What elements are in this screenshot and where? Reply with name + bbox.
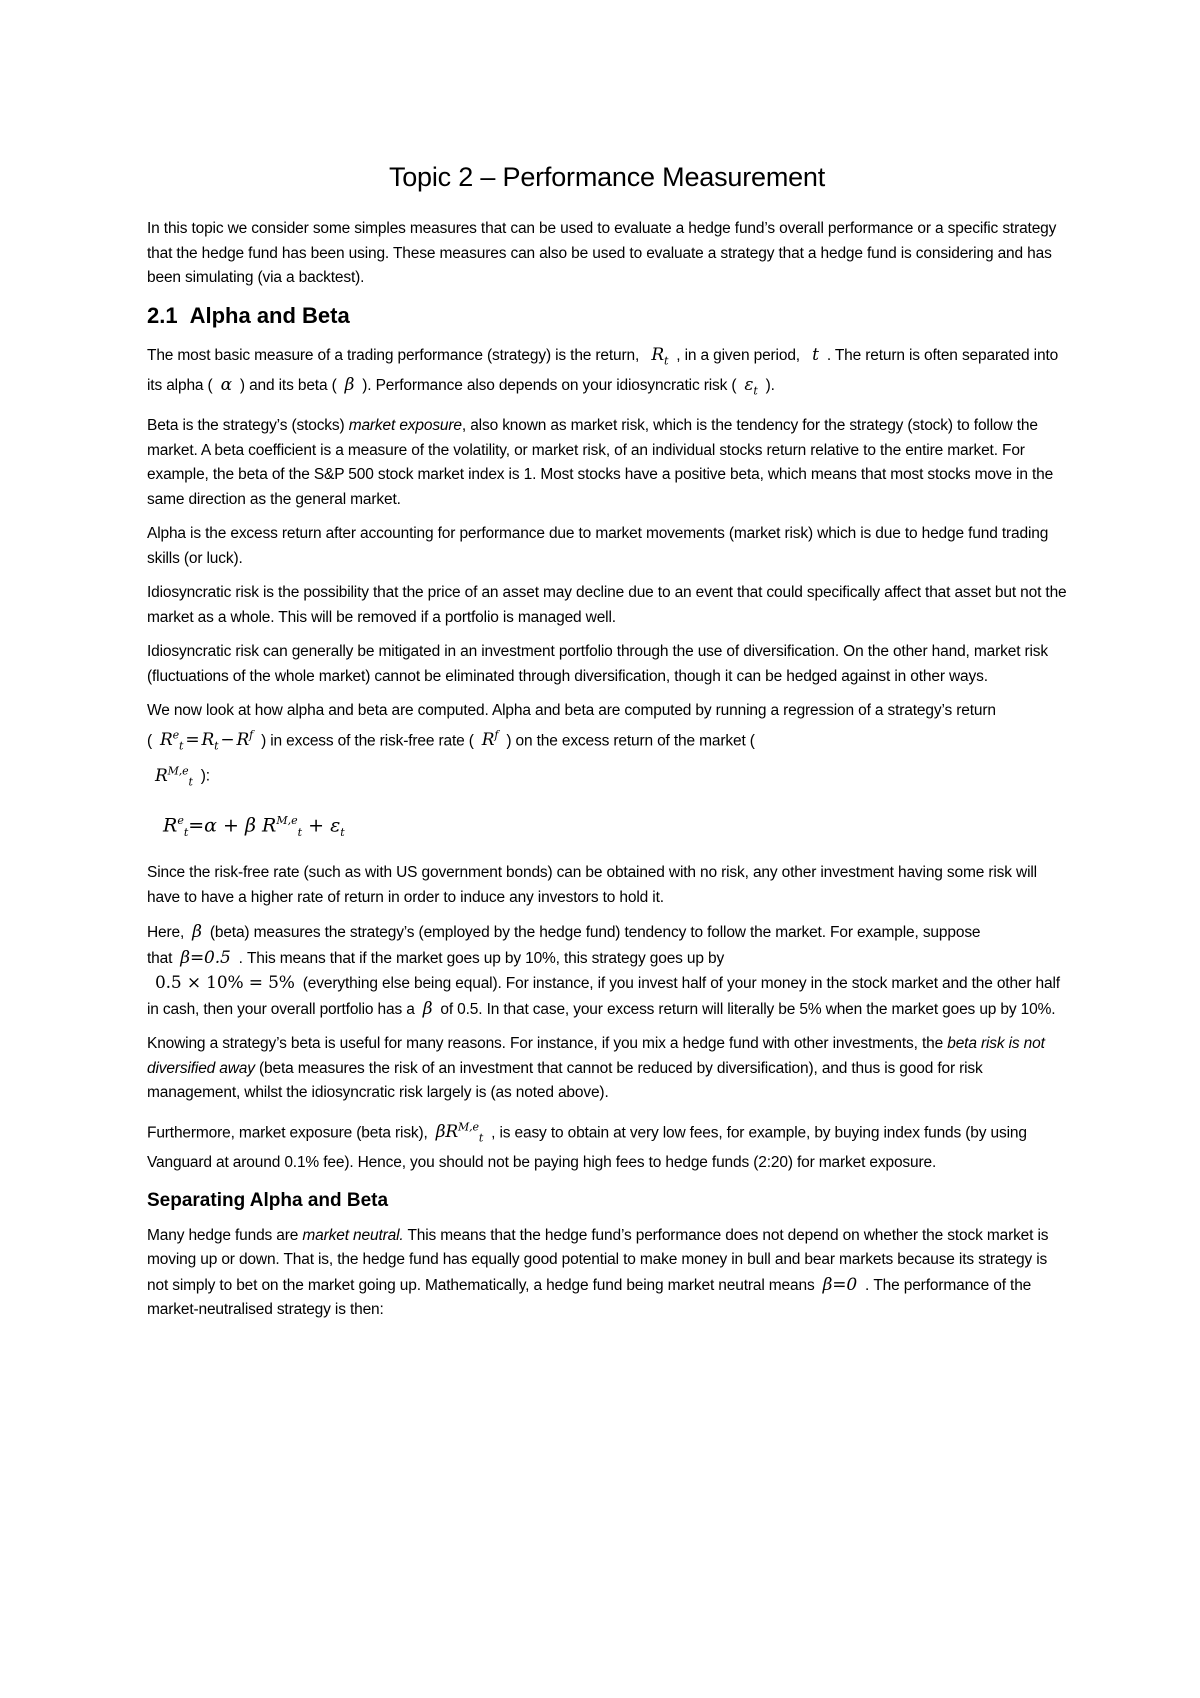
regression-equation: $R^e_t=\alpha + \beta$ $R^{M,e}_t + \varepsilon_t$ xyxy=(163,813,345,839)
text: This means that the hedge fund’s performance does not depend on whether the stock market is moving up or down. That is, the hedge fund has equally good potential to make money in bull and bear markets because its strategy is not simply to bet on the market going up. Mathematically, a hedge fund being market neutral means xyxy=(147,1226,1049,1294)
emphasis: market neutral. xyxy=(302,1226,404,1244)
text: , in a given period, xyxy=(676,346,800,364)
paragraph-diversification: Idiosyncratic risk can generally be mitigated in an investment portfolio through the use of diversification. On the other hand, market risk (fluctuations of the whole market) cannot be eliminated through diversification, though it can be hedged against in other ways. xyxy=(147,643,1049,685)
section-title: Alpha and Beta xyxy=(189,302,350,328)
paragraph-return xyxy=(147,343,1067,405)
math-calculation: 0.5 × 10% = 5% xyxy=(155,973,295,993)
text: Many hedge funds are xyxy=(147,1226,299,1244)
math-period: t xyxy=(812,344,819,365)
text: Knowing a strategy’s beta is useful for many reasons. For instance, if you mix a hedge fund with other investments, the xyxy=(147,1035,944,1052)
text: Beta is the strategy’s (stocks) xyxy=(147,417,345,435)
text: ). Performance also depends on your idiosyncratic risk ( xyxy=(362,377,737,395)
text: ) and its beta ( xyxy=(239,377,337,395)
text: . The return is often separated into its alpha ( xyxy=(147,346,1059,395)
text: (everything else being equal). For instance, if you invest half of your money in the stock market and the other half in cash, then your overall portfolio has a xyxy=(147,975,1060,1018)
math-beta-market: $\beta R^{M,e}_t$ xyxy=(435,1120,484,1145)
math-beta: β xyxy=(422,998,433,1019)
text: Here, xyxy=(147,924,185,941)
math-beta: β xyxy=(192,922,202,942)
document-page xyxy=(147,150,1067,1333)
section-number: 2.1 xyxy=(147,302,178,328)
paragraph-market-exposure xyxy=(147,1116,1067,1176)
paragraph-idiosyncratic: Idiosyncratic risk is the possibility that the price of an asset may decline due to an event that could specifically affect that asset but not the market as a whole. This will be removed if a portfolio is managed well. xyxy=(147,584,1067,626)
paragraph-beta-example xyxy=(147,920,1067,1022)
paragraph-beta-usefulness xyxy=(147,1032,1067,1106)
text: ). xyxy=(765,377,775,395)
text: ): xyxy=(200,767,210,785)
text: ) in excess of the risk-free rate ( xyxy=(261,732,474,750)
page-title: Topic 2 – Performance Measurement xyxy=(388,162,826,192)
paragraph-riskfree: Since the risk-free rate (such as with US government bonds) can be obtained with no risk, any other investment having some risk will have to have a higher rate of return in order to induce any investors to hold it. xyxy=(147,864,1037,906)
emphasis: market exposure xyxy=(348,417,462,435)
paragraph-beta xyxy=(147,414,1067,512)
text: . The performance of the market-neutralised strategy is then: xyxy=(147,1276,1032,1319)
intro-paragraph: In this topic we consider some simples measures that can be used to evaluate a hedge fund’s overall performance or a specific strategy that the hedge fund has been using. These measures can also be used to evaluate a strategy that a hedge fund is considering and has been simulating (via a backtest). xyxy=(147,220,1057,286)
math-beta: β xyxy=(344,375,355,396)
text: of 0.5. In that case, your excess return will literally be 5% when the market goes up by 10%. xyxy=(440,1000,1056,1018)
text: , also known as market risk, which is the tendency for the strategy (stock) to follow the market. A beta coefficient is a measure of the volatility, or market risk, of an individual stocks return relative to the entire market. For example, the beta of the S&P 500 stock market index is 1. Most stocks have a positive beta, which means that most stocks move in the same direction as the general market. xyxy=(147,417,1054,508)
text: (beta) measures the strategy’s (employed by the hedge fund) tendency to follow the market. For example, suppose that xyxy=(147,924,981,967)
paragraph-alpha: Alpha is the excess return after accounting for performance due to market movements (market risk) which is due to hedge fund trading skills (or luck). xyxy=(147,525,1049,567)
math-epsilon: $\varepsilon_t$ xyxy=(744,375,758,398)
text: . This means that if the market goes up by 10%, this strategy goes up by xyxy=(238,949,725,967)
text: We now look at how alpha and beta are computed. Alpha and beta are computed by running a regression of a strategy’s return ( xyxy=(147,702,996,750)
subsection-heading: Separating Alpha and Beta xyxy=(147,1189,389,1211)
text: , is easy to obtain at very low fees, for example, by buying index funds (by using Vanguard at around 0.1% fee). Hence, you should not be paying high fees to hedge funds (2:20) for market exposure. xyxy=(147,1124,1027,1172)
paragraph-market-neutral xyxy=(147,1224,1067,1323)
text: (beta measures the risk of an investment that cannot be reduced by diversification), and thus is good for risk management, whilst the idiosyncratic risk largely is (as noted above). xyxy=(147,1059,983,1101)
math-market-excess: $R^{M,e}_t$ xyxy=(155,764,193,789)
text: ) on the excess return of the market ( xyxy=(506,732,755,750)
math-alpha: α xyxy=(220,375,232,396)
section-heading xyxy=(147,303,1067,329)
math-beta-zero: β=0 xyxy=(822,1274,858,1295)
math-excess-return: $R^e_t = R_t - R^f$ xyxy=(160,728,254,753)
math-return: $R_t$ xyxy=(651,344,669,367)
text: Furthermore, market exposure (beta risk), xyxy=(147,1124,428,1142)
math-riskfree: $R^f$ xyxy=(481,728,499,751)
math-beta-half: β=0.5 xyxy=(180,947,231,968)
paragraph-regression xyxy=(147,699,1067,795)
emphasis: beta risk is not diversified away xyxy=(147,1035,1045,1077)
text: The most basic measure of a trading performance (strategy) is the return, xyxy=(147,346,640,364)
